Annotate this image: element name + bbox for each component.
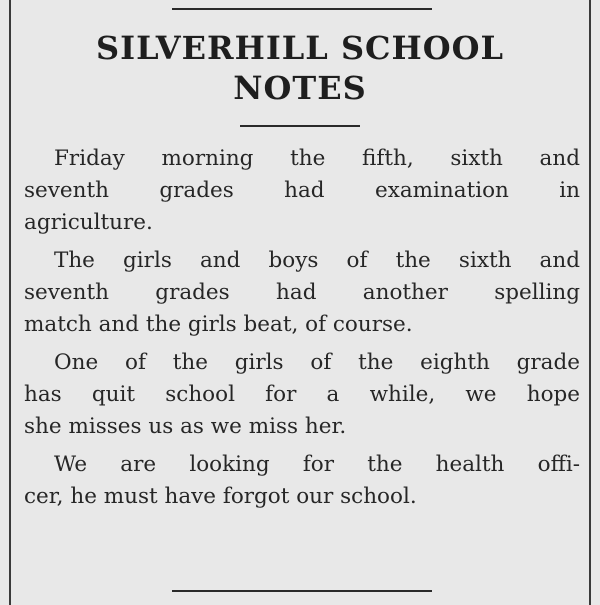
article-line: she misses us as we miss her.	[24, 414, 347, 439]
article-line: match and the girls beat, of course.	[24, 312, 413, 337]
article-paragraph	[24, 449, 580, 513]
article-line: Friday morning the fifth, sixth and	[54, 146, 580, 171]
article-line: cer, he must have forgot our school.	[24, 484, 417, 509]
article-line: has quit school for a while, we hope	[24, 382, 580, 407]
headline-divider-rule	[240, 125, 360, 127]
article-paragraph	[24, 347, 580, 443]
right-column-rule	[589, 0, 591, 605]
article-paragraph	[24, 143, 580, 239]
article-line: agriculture.	[24, 210, 153, 235]
article-line: seventh grades had examination in	[24, 178, 580, 203]
article-line: One of the girls of the eighth grade	[54, 350, 580, 375]
article-paragraph	[24, 245, 580, 341]
headline-line-2: NOTES	[233, 69, 367, 107]
article-line: We are looking for the health offi-	[54, 452, 580, 477]
article-line: seventh grades had another spelling	[24, 280, 580, 305]
headline-line-1: SILVERHILL SCHOOL	[96, 29, 504, 67]
left-column-rule	[9, 0, 11, 605]
article-line: The girls and boys of the sixth and	[54, 248, 580, 273]
bottom-divider-rule	[172, 590, 432, 592]
top-divider-rule	[172, 8, 432, 10]
article-body	[24, 143, 580, 519]
